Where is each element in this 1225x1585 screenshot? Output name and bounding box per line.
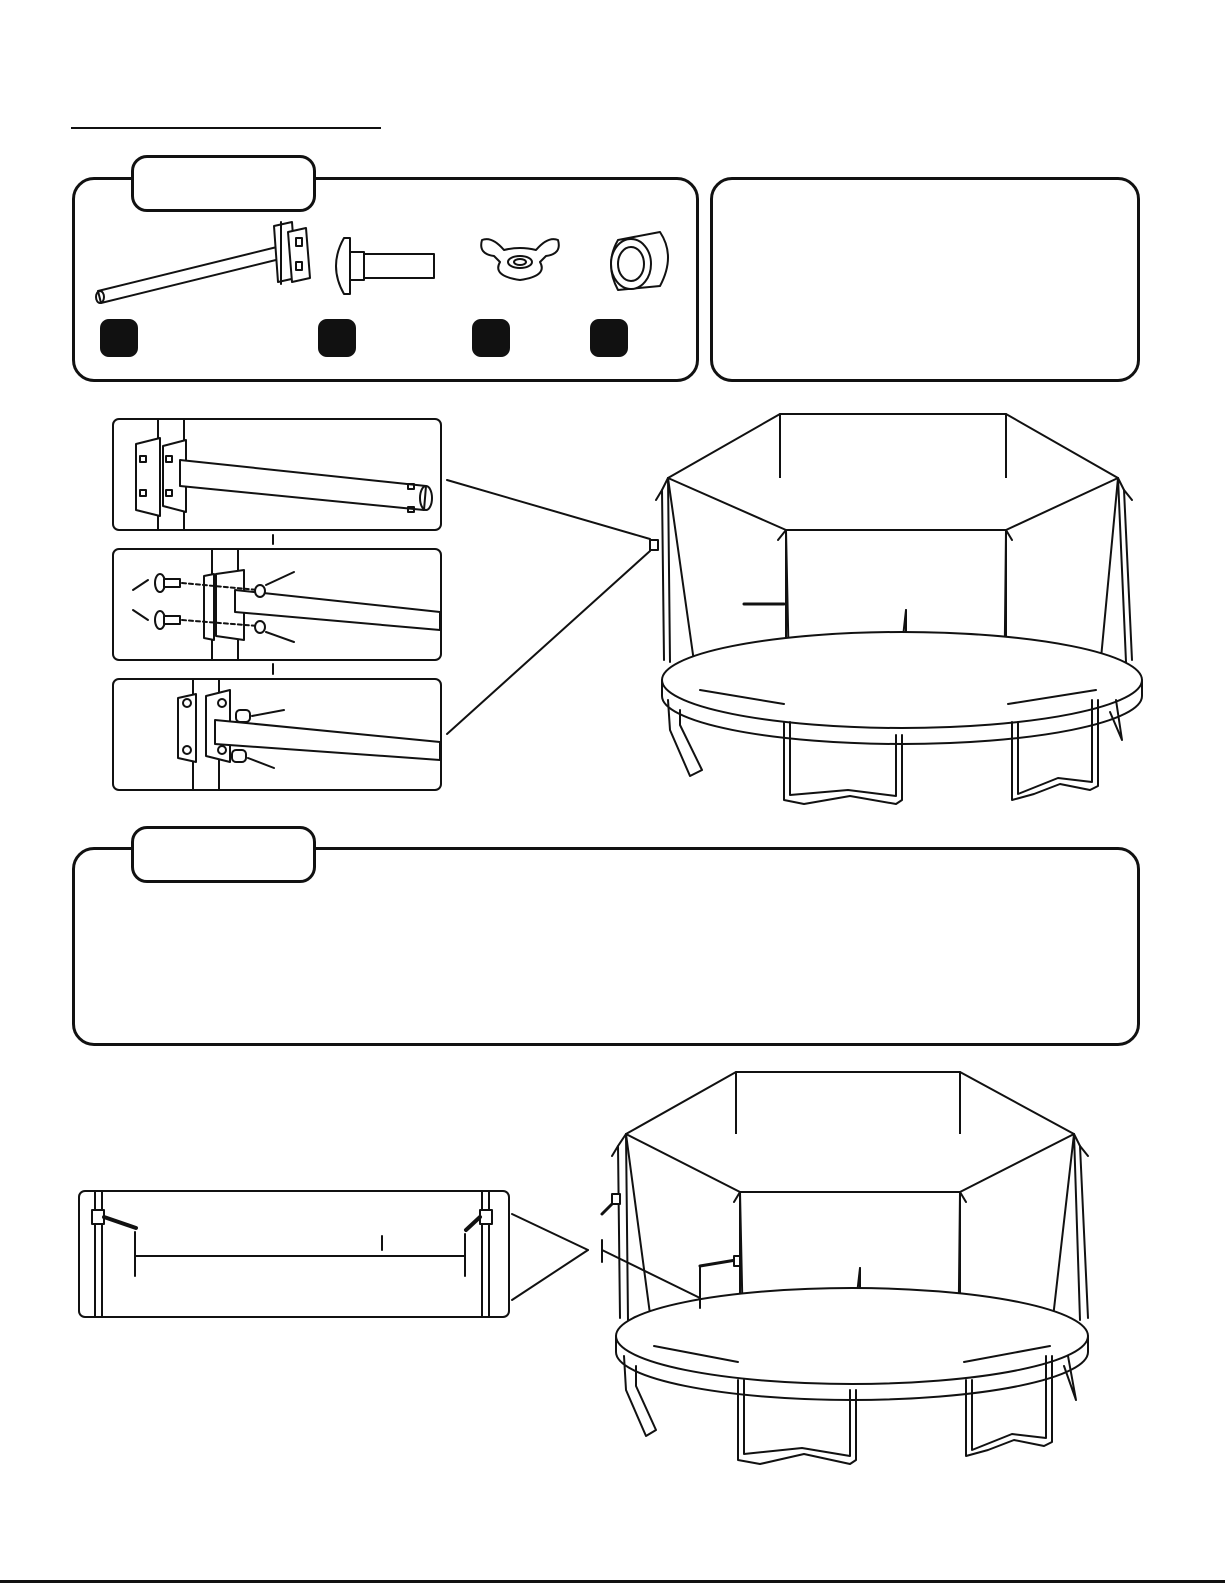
- detail-inset-spacing: [78, 1190, 510, 1318]
- detail-inset-bolts: [112, 548, 442, 661]
- part-badge-bolt: [318, 319, 356, 357]
- notes-panel: [710, 177, 1140, 382]
- part-badge-wingnut: [472, 319, 510, 357]
- detail-inset-sleeves: [112, 678, 442, 791]
- detail-inset-rod: [112, 418, 442, 531]
- part-badge-sleeve: [590, 319, 628, 357]
- notes-tab: [131, 826, 316, 883]
- section-title-underline: [71, 127, 381, 129]
- parts-tab: [131, 155, 316, 212]
- trampoline-lower: [602, 1072, 1088, 1464]
- part-badge-rod: [100, 319, 138, 357]
- trampoline-upper: [650, 414, 1142, 804]
- page-bottom-rule: [0, 1580, 1225, 1583]
